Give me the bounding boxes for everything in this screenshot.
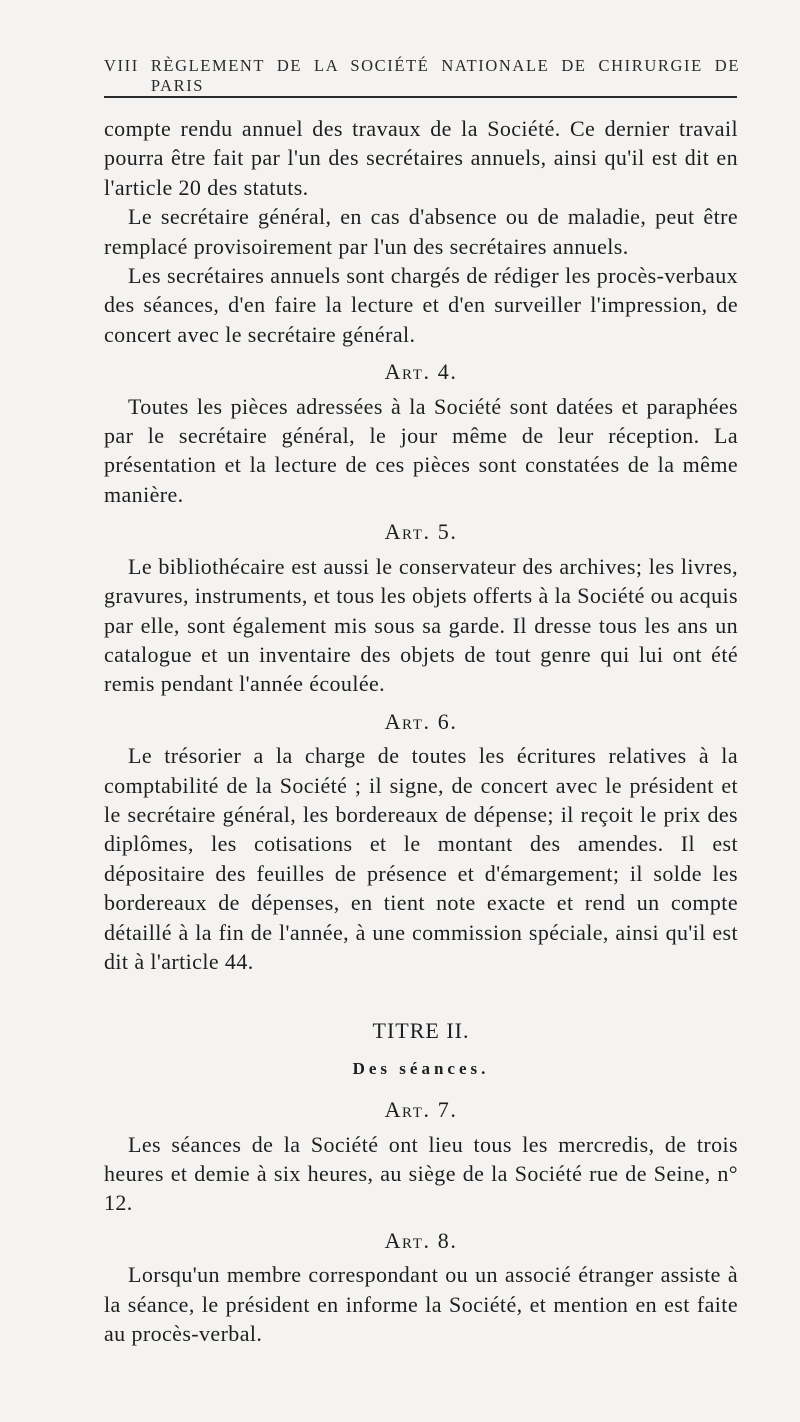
- header-rule: [104, 96, 737, 98]
- section-title: TITRE II.: [372, 1018, 470, 1044]
- running-header: [104, 56, 740, 96]
- paragraph: Les secrétaires annuels sont chargés de rédiger les procès-verbaux des séances, d'en faire la lecture et d'en surveiller l'impression, de concert avec le secrétaire général.: [104, 263, 738, 347]
- paragraph: compte rendu annuel des travaux de la Société. Ce dernier travail pourra être fait par l'un des secrétaires annuels, ainsi qu'il est dit en l'article 20 des statuts.: [104, 116, 738, 200]
- page-number: VIII: [104, 56, 139, 75]
- running-title: RÈGLEMENT DE LA SOCIÉTÉ NATIONALE DE CHIRURGIE DE PARIS: [150, 56, 740, 95]
- article-heading: Art. 7.: [384, 1097, 458, 1123]
- article-heading: Art. 8.: [384, 1227, 458, 1253]
- article-text: Les séances de la Société ont lieu tous les mercredis, de trois heures et demie à six heures, au siège de la Société rue de Seine, n° 12.: [104, 1131, 738, 1216]
- page-body: [104, 114, 738, 1348]
- article-heading: Art. 5.: [384, 519, 458, 545]
- article-text: Le bibliothécaire est aussi le conservateur des archives; les livres, gravures, instruments, et tous les objets offerts à la Société ou acquis par elle, sont également mis sous sa garde. Il dresse tous les ans un catalogue et un inventaire des objets de tout genre qui lui ont été remis pendant l'année écoulée.: [104, 553, 738, 697]
- section-subtitle: Des séances.: [352, 1058, 490, 1078]
- article-heading: Art. 4.: [384, 359, 458, 385]
- article-text: Le trésorier a la charge de toutes les écritures relatives à la comptabilité de la Société ; il signe, de concert avec le président et le secrétaire général, les bordereaux de dépense; il reçoit le prix des diplômes, les cotisations et le montant des amendes. Il est dépositaire des feuilles de présence et d'émargement; il solde les bordereaux de dépenses, en tient note exacte et rend un compte détaillé à la fin de l'année, à une commission spéciale, ainsi qu'il est dit à l'article 44.: [104, 743, 738, 974]
- article-text: Toutes les pièces adressées à la Société sont datées et paraphées par le secrétaire général, le jour même de leur réception. La présentation et la lecture de ces pièces sont constatées de la même manière.: [104, 393, 738, 507]
- article-heading: Art. 6.: [384, 708, 458, 734]
- article-text: Lorsqu'un membre correspondant ou un associé étranger assiste à la séance, le président en informe la Société, et mention en est faite au procès-verbal.: [104, 1262, 738, 1347]
- paragraph: Le secrétaire général, en cas d'absence ou de maladie, peut être remplacé provisoirement par l'un des secrétaires annuels.: [104, 204, 738, 259]
